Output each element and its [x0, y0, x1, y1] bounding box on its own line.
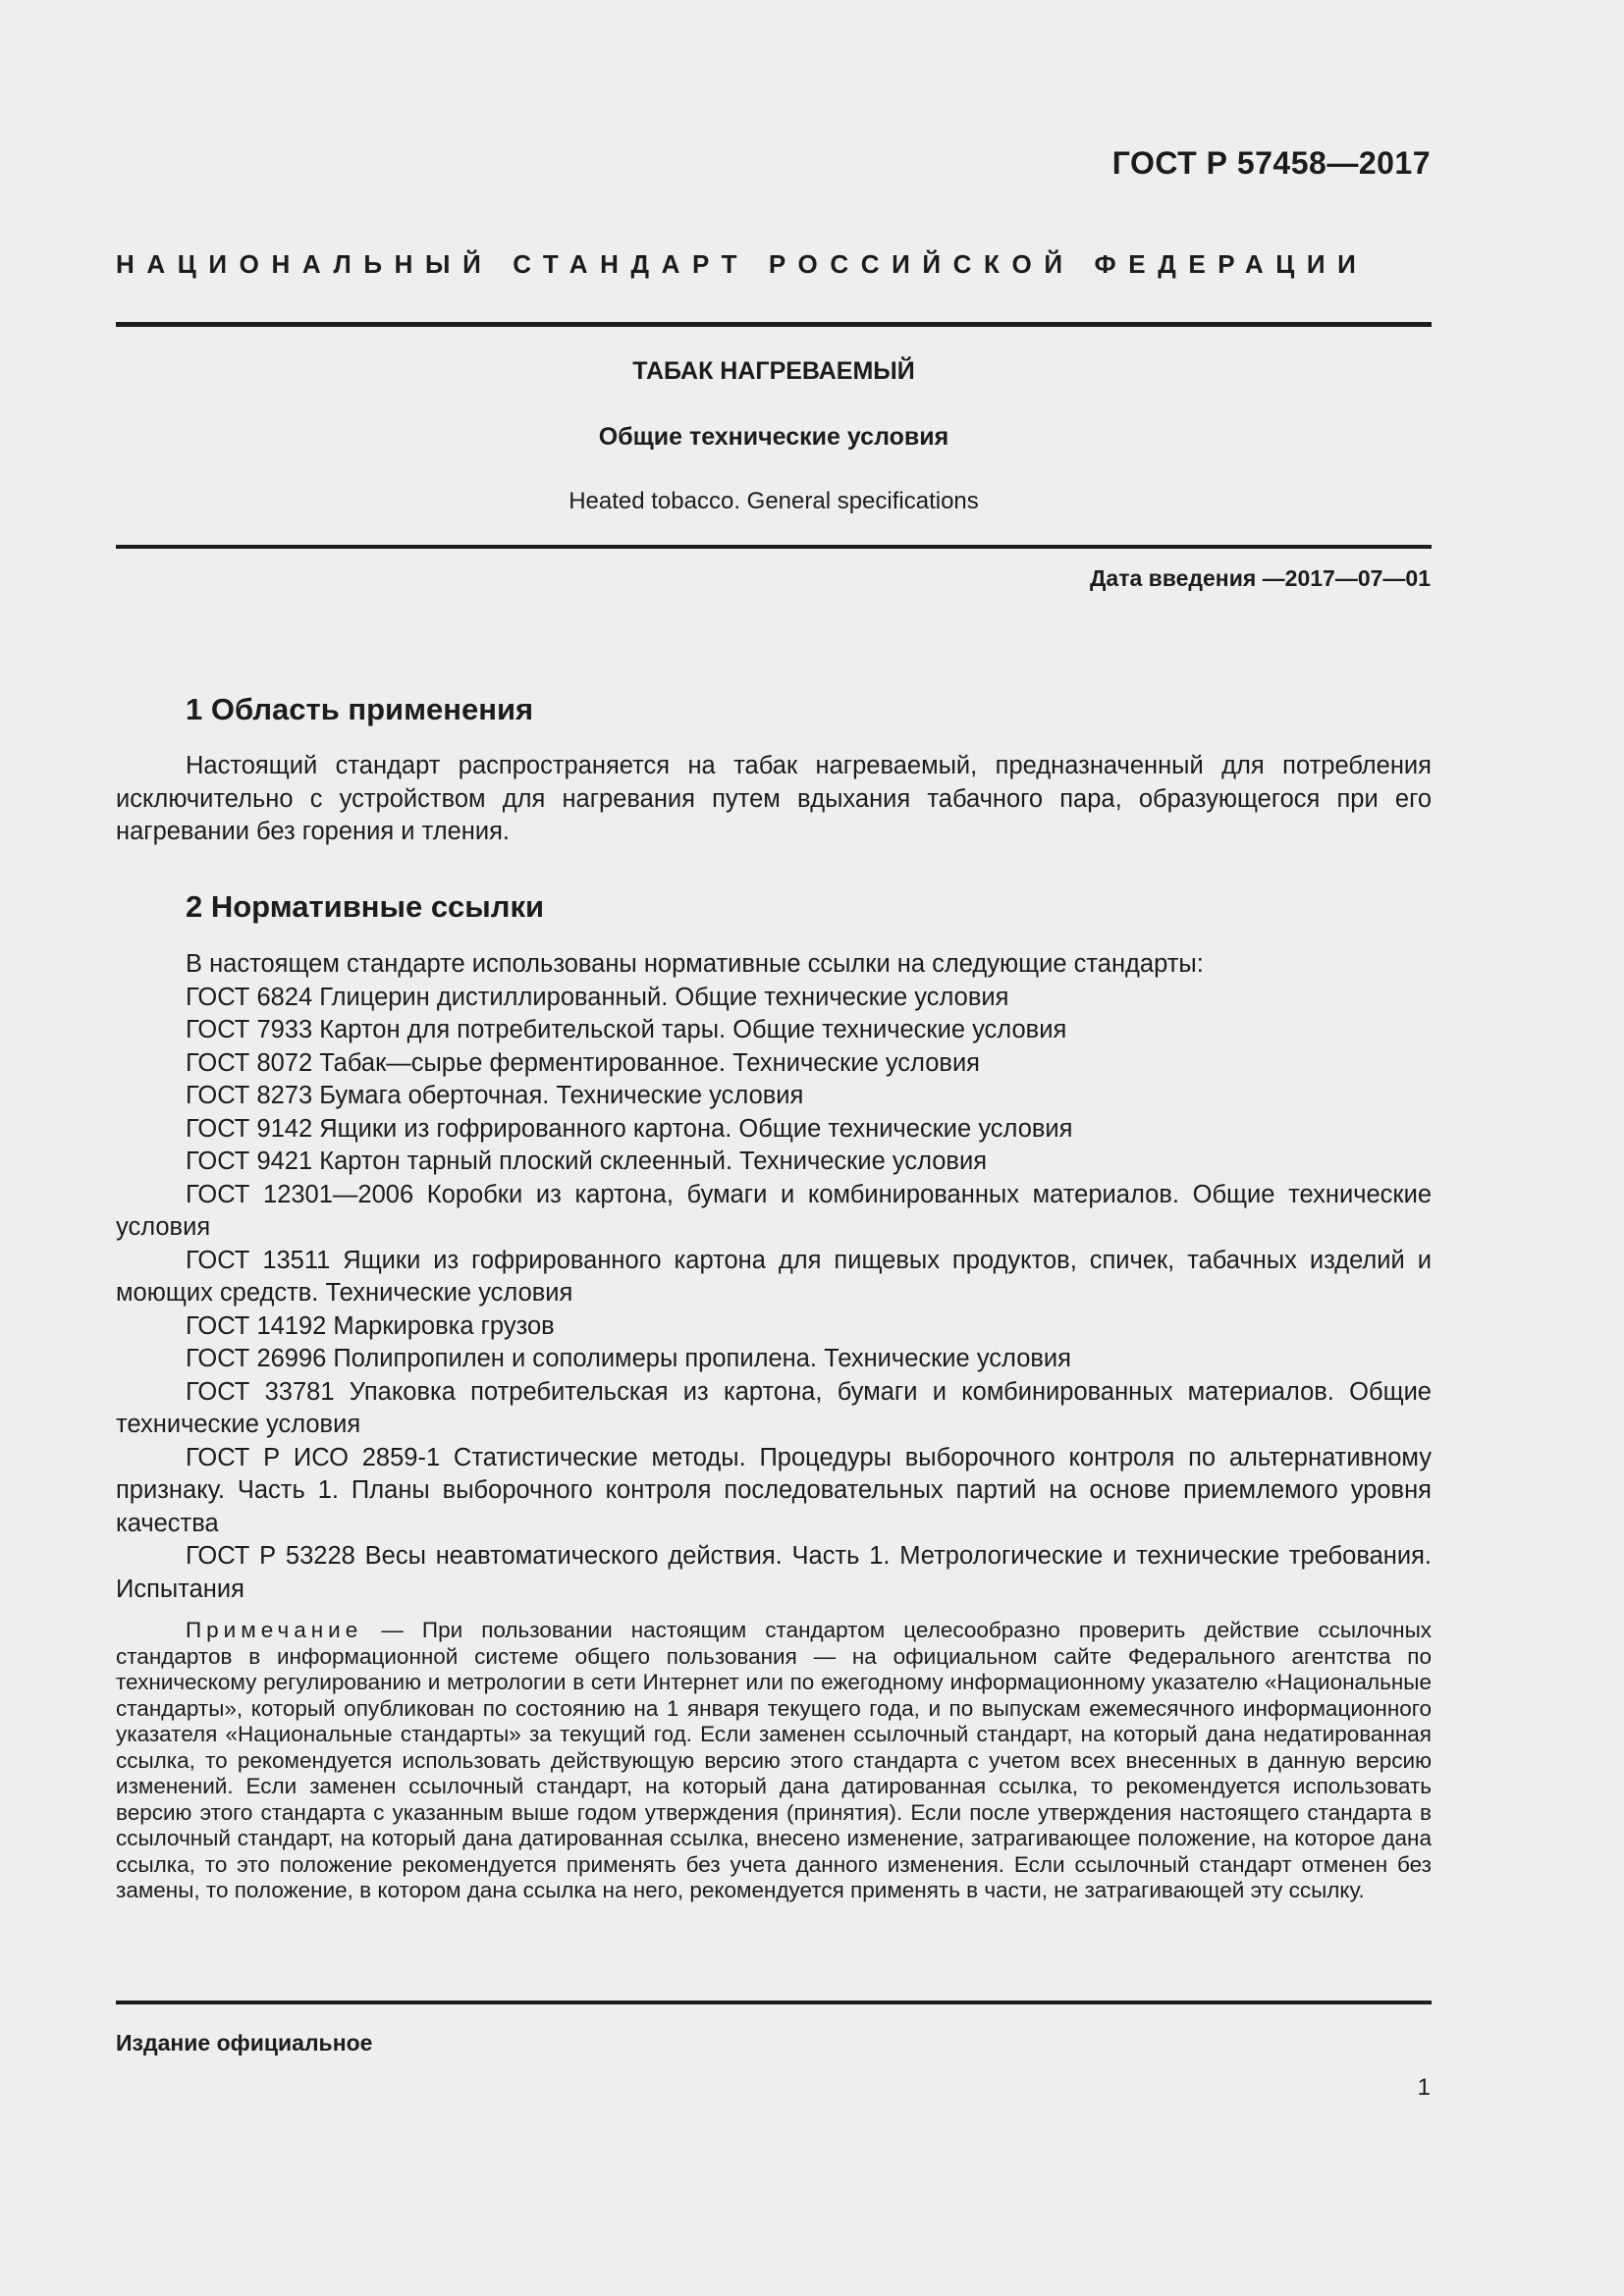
title-divider	[116, 545, 1432, 549]
section-2-body	[116, 948, 1432, 1606]
official-edition-label: Издание официальное	[116, 2030, 373, 2056]
reference-item: ГОСТ Р 53228 Весы неавтоматического действия. Часть 1. Метрологические и технические требования. Испытания	[116, 1542, 1432, 1603]
section-1-paragraph: Настоящий стандарт распространяется на табак нагреваемый, предназначенный для потребления исключительно с устройством для нагревания путем вдыхания табачного пара, образующегося при его нагревании без горения и тления.	[116, 752, 1432, 845]
standard-title: ТАБАК НАГРЕВАЕМЫЙ	[632, 357, 915, 385]
section-2-heading: 2 Нормативные ссылки	[186, 889, 545, 924]
reference-item: ГОСТ 6824 Глицерин дистиллированный. Общие технические условия	[186, 983, 1009, 1011]
reference-item: ГОСТ Р ИСО 2859-1 Статистические методы. Процедуры выборочного контроля по альтернативному признаку. Часть 1. Планы выборочного контроля последовательных партий на основе приемлемого уровня качества	[116, 1443, 1432, 1537]
reference-item: ГОСТ 9142 Ящики из гофрированного картона. Общие технические условия	[186, 1114, 1073, 1143]
reference-item: ГОСТ 14192 Маркировка грузов	[186, 1311, 555, 1340]
note-text: — При пользовании настоящим стандартом целесообразно проверить действие ссылочных стандартов в информационной системе общего пользования — на официальном сайте Федерального агентства по техническому регулированию и метрологии в сети Интернет или по ежегодному информационному указателю «Национальные стандарты», который опубликован по состоянию на 1 января текущего года, и по выпускам ежемесячного информационного указателя «Национальные стандарты» за текущий год. Если заменен ссылочный стандарт, на который дана недатированная ссылка, то рекомендуется использовать действующую версию этого стандарта с учетом всех внесенных в данную версию изменений. Если заменен ссылочный стандарт, на который дана датированная ссылка, то рекомендуется использовать версию этого стандарта с указанным выше годом утверждения (принятия). Если после утверждения настоящего стандарта в ссылочный стандарт, на который дана датированная ссылка, внесено изменение, затрагивающее положение, на которое дана ссылка, то это положение рекомендуется применять без учета данного изменения. Если ссылочный стандарт отменен без замены, то положение, в котором дана ссылка на него, рекомендуется применять в части, не затрагивающей эту ссылку.	[116, 1618, 1432, 1902]
section-1-heading: 1 Область применения	[186, 692, 534, 726]
reference-item: ГОСТ 8273 Бумага оберточная. Технические условия	[186, 1082, 804, 1109]
reference-item: ГОСТ 7933 Картон для потребительской тары. Общие технические условия	[186, 1016, 1067, 1043]
introduction-date: Дата введения —2017—07—01	[1090, 565, 1431, 591]
reference-item: ГОСТ 12301—2006 Коробки из картона, бумаги и комбинированных материалов. Общие технические условия	[116, 1180, 1432, 1241]
standard-title-english: Heated tobacco. General specifications	[568, 488, 979, 514]
reference-item: ГОСТ 8072 Табак—сырье ферментированное. Технические условия	[186, 1048, 980, 1077]
top-divider	[116, 322, 1432, 327]
reference-item: ГОСТ 9421 Картон тарный плоский склеенный. Технические условия	[186, 1148, 988, 1175]
reference-item: ГОСТ 26996 Полипропилен и сополимеры пропилена. Технические условия	[186, 1345, 1071, 1372]
references-note	[116, 1618, 1432, 1904]
national-standard-heading: НАЦИОНАЛЬНЫЙ СТАНДАРТ РОССИЙСКОЙ ФЕДЕРАЦИИ	[116, 249, 1369, 279]
page-number: 1	[1417, 2074, 1431, 2101]
reference-item: ГОСТ 33781 Упаковка потребительская из картона, бумаги и комбинированных материалов. Общие технические условия	[116, 1377, 1432, 1438]
footer-divider	[116, 2001, 1432, 2004]
reference-item: ГОСТ 13511 Ящики из гофрированного картона для пищевых продуктов, спичек, табачных изделий и моющих средств. Технические условия	[116, 1246, 1432, 1307]
note-label: Примечание	[186, 1618, 363, 1642]
document-number: ГОСТ Р 57458—2017	[1111, 145, 1431, 181]
section-1-body	[116, 750, 1432, 849]
references-intro: В настоящем стандарте использованы нормативные ссылки на следующие стандарты:	[186, 950, 1204, 978]
standard-subtitle: Общие технические условия	[598, 423, 949, 451]
